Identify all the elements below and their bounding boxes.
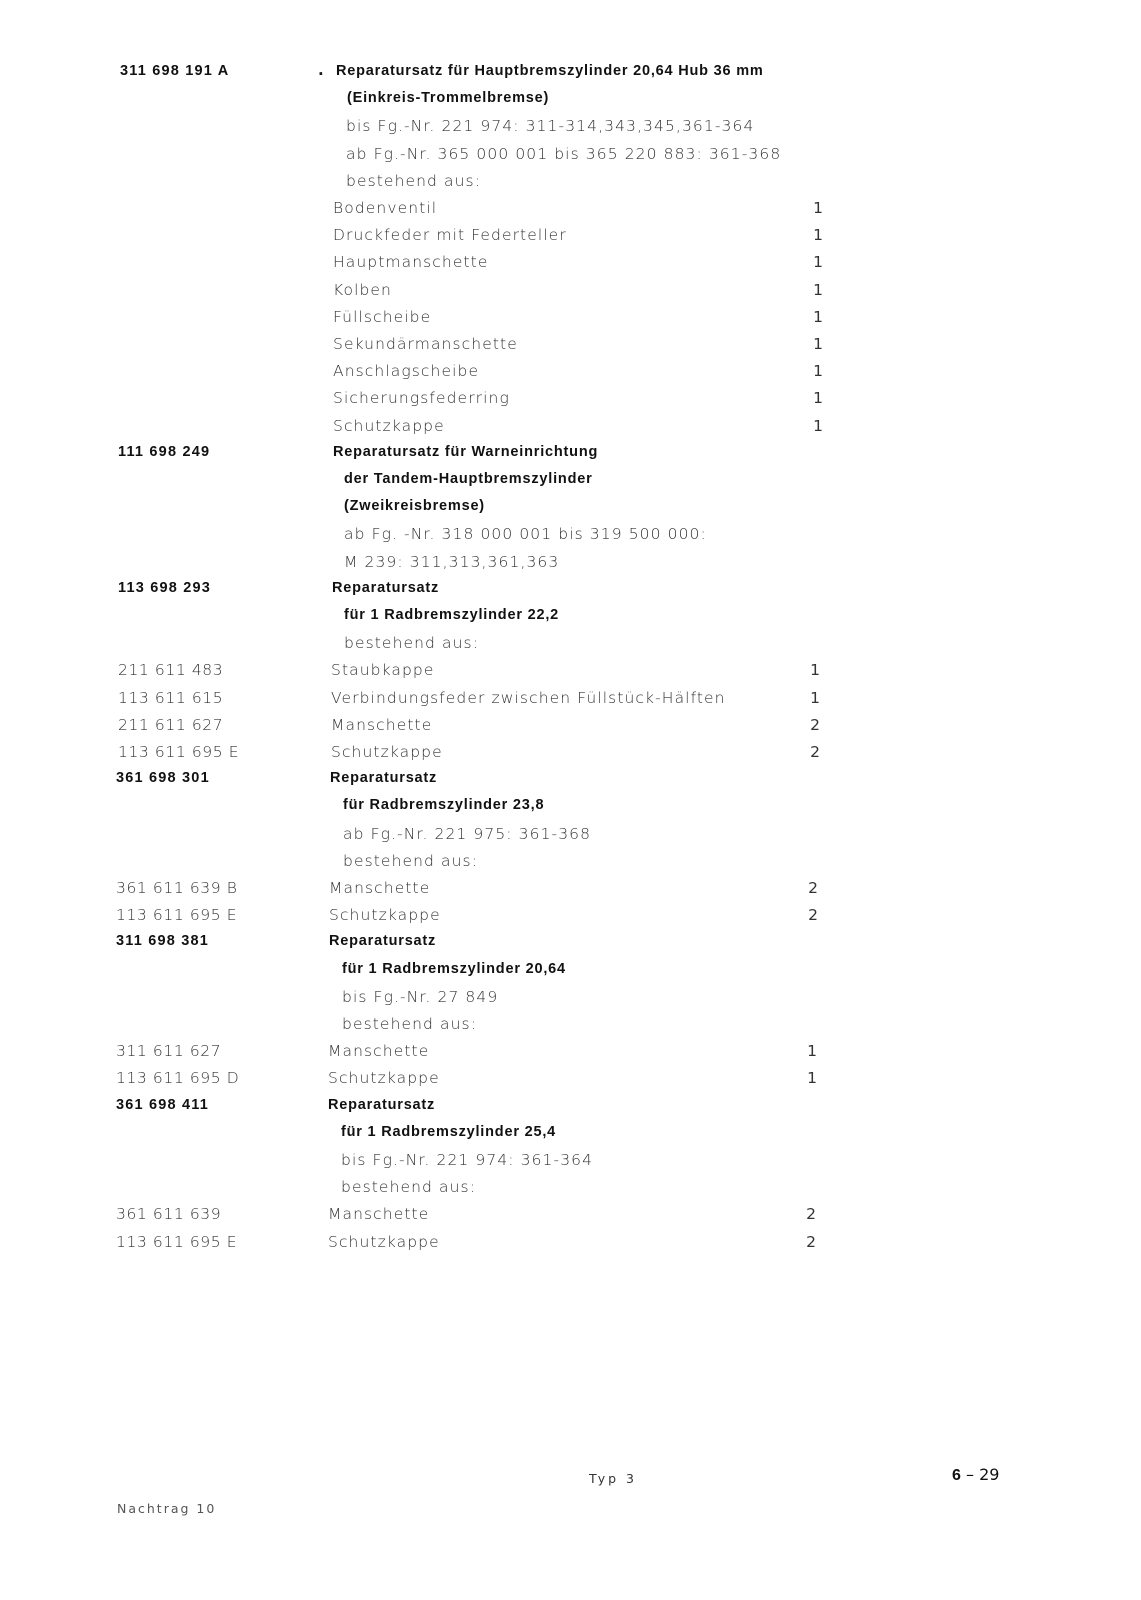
quantity: 1 (810, 688, 820, 707)
kit-part-number: 113 698 293 (118, 579, 212, 596)
part-number: 113 611 695 E (118, 743, 240, 761)
parts-list-row (0, 335, 1141, 362)
part-description: bis Fg.-Nr. 221 974: 361-364 (341, 1151, 594, 1169)
footer-supplement: Nachtrag 10 (117, 1501, 217, 1516)
part-description: ab Fg. -Nr. 318 000 001 bis 319 500 000: (344, 525, 707, 544)
quantity: 2 (810, 743, 820, 761)
kit-heading: der Tandem-Hauptbremszylinder (344, 471, 593, 487)
parts-list-row (0, 879, 1141, 906)
part-description: ab Fg.-Nr. 221 975: 361-368 (343, 824, 592, 843)
page-number: 29 (979, 1465, 1000, 1484)
part-description: Bodenventil (333, 199, 438, 217)
part-number: 113 611 695 E (116, 906, 238, 925)
kit-part-number: 361 698 411 (116, 1096, 210, 1113)
kit-heading: für 1 Radbremszylinder 22,2 (344, 607, 560, 623)
part-description: bis Fg.-Nr. 27 849 (342, 987, 499, 1006)
part-description: Staubkappe (331, 661, 435, 680)
kit-part-number: 311 698 191 A (120, 63, 230, 79)
parts-list-row (0, 634, 1141, 661)
part-description: Verbindungsfeder zwischen Füllstück-Hälften (331, 688, 726, 707)
part-description: Schutzkappe (328, 1069, 440, 1088)
parts-list-row (0, 933, 1141, 960)
parts-list-row (0, 498, 1141, 525)
quantity: 2 (808, 906, 818, 925)
part-description: Manschette (328, 1205, 430, 1224)
kit-heading: Reparatursatz (330, 770, 438, 787)
part-description: Schutzkappe (328, 1232, 440, 1251)
part-description: bis Fg.-Nr. 221 974: 311-314,343,345,361-364 (346, 117, 755, 136)
parts-list-row (0, 580, 1141, 607)
part-description: Manschette (329, 879, 431, 897)
parts-list-row (0, 689, 1141, 716)
kit-part-number: 311 698 381 (116, 933, 210, 950)
part-description: Manschette (331, 715, 433, 734)
kit-heading: Reparatursatz für Hauptbremszylinder 20,64 Hub 36 mm (336, 63, 764, 79)
page-separator: – (966, 1465, 974, 1484)
kit-part-number: 361 698 301 (116, 770, 210, 787)
parts-list-row (0, 770, 1141, 797)
quantity: 2 (806, 1205, 816, 1224)
quantity: 1 (813, 253, 823, 272)
parts-list-row (0, 525, 1141, 552)
page-section: 6 (952, 1467, 961, 1484)
footer-page-number (952, 1465, 999, 1485)
parts-list-row (0, 743, 1141, 770)
parts-list-row (0, 444, 1141, 471)
parts-list-row (0, 797, 1141, 824)
part-number: 361 611 639 B (116, 879, 238, 897)
parts-list-row (0, 1042, 1141, 1069)
quantity: 1 (813, 389, 823, 408)
part-description: bestehend aus: (343, 851, 479, 870)
quantity: 2 (808, 879, 818, 897)
part-description: Schutzkappe (333, 416, 445, 435)
part-description: bestehend aus: (346, 171, 482, 190)
parts-list-row (0, 417, 1141, 444)
parts-list-row (0, 906, 1141, 933)
parts-list-row (0, 1069, 1141, 1096)
parts-list-row (0, 1124, 1141, 1151)
quantity: 1 (813, 226, 823, 245)
parts-list-row (0, 988, 1141, 1015)
parts-list-row (0, 308, 1141, 335)
part-number: 211 611 483 (118, 661, 224, 680)
kit-heading: Reparatursatz (328, 1096, 436, 1113)
quantity: 1 (813, 362, 823, 381)
part-description: Schutzkappe (329, 906, 441, 925)
parts-list-row (0, 1205, 1141, 1232)
part-description: bestehend aus: (341, 1178, 477, 1197)
parts-list-row (0, 1015, 1141, 1042)
parts-list-row (0, 63, 1141, 90)
quantity: 1 (813, 416, 823, 435)
quantity: 1 (813, 199, 823, 217)
quantity: 1 (810, 661, 820, 680)
parts-list-row (0, 90, 1141, 117)
parts-list-row (0, 362, 1141, 389)
parts-list-row (0, 852, 1141, 879)
kit-heading: Reparatursatz für Warneinrichtung (333, 443, 599, 460)
quantity: 2 (810, 715, 820, 734)
quantity: 1 (813, 307, 823, 326)
kit-heading: für 1 Radbremszylinder 25,4 (341, 1123, 557, 1140)
part-description: Sekundärmanschette (333, 335, 518, 353)
parts-list-row (0, 825, 1141, 852)
quantity: 1 (813, 335, 823, 353)
quantity: 1 (813, 280, 823, 299)
part-number: 113 611 695 D (116, 1069, 240, 1088)
parts-list-row (0, 553, 1141, 580)
part-description: ab Fg.-Nr. 365 000 001 bis 365 220 883: 361-368 (346, 144, 782, 163)
part-description: Anschlagscheibe (333, 362, 480, 381)
part-description: Kolben (333, 280, 392, 299)
part-description: Druckfeder mit Federteller (333, 226, 567, 245)
kit-heading: für Radbremszylinder 23,8 (343, 797, 545, 814)
part-number: 113 611 695 E (116, 1232, 238, 1251)
parts-list-row (0, 226, 1141, 253)
kit-heading: Reparatursatz (329, 933, 437, 950)
parts-list-row (0, 961, 1141, 988)
quantity: 1 (807, 1069, 817, 1088)
parts-list-row (0, 1178, 1141, 1205)
parts-list-row (0, 1233, 1141, 1260)
kit-heading: (Einkreis-Trommelbremse) (347, 90, 550, 107)
quantity: 1 (807, 1042, 817, 1061)
part-description: bestehend aus: (344, 634, 480, 653)
parts-list-row (0, 1097, 1141, 1124)
kit-part-number: 111 698 249 (118, 443, 211, 460)
part-description: Schutzkappe (331, 743, 443, 761)
part-description: M 239: 311,313,361,363 (344, 552, 560, 571)
parts-list-row (0, 172, 1141, 199)
part-description: Hauptmanschette (333, 253, 489, 272)
part-description: bestehend aus: (342, 1015, 478, 1033)
parts-list-row (0, 471, 1141, 498)
parts-list-row (0, 145, 1141, 172)
parts-list-row (0, 661, 1141, 688)
parts-list-row (0, 253, 1141, 280)
part-description: Füllscheibe (333, 307, 432, 326)
part-number: 361 611 639 (116, 1205, 222, 1224)
footer-vehicle-type: Typ 3 (589, 1471, 637, 1486)
parts-list-row (0, 389, 1141, 416)
parts-list-row (0, 1151, 1141, 1178)
part-number: 311 611 627 (116, 1042, 222, 1061)
parts-list-row (0, 281, 1141, 308)
leading-dot: . (318, 61, 324, 79)
kit-heading: für 1 Radbremszylinder 20,64 (342, 960, 566, 977)
kit-heading: Reparatursatz (332, 579, 440, 596)
part-description: Sicherungsfederring (333, 389, 510, 408)
part-description: Manschette (328, 1042, 430, 1061)
part-number: 113 611 615 (118, 688, 224, 707)
parts-list-row (0, 199, 1141, 226)
quantity: 2 (806, 1232, 816, 1251)
part-number: 211 611 627 (118, 715, 224, 734)
kit-heading: (Zweikreisbremse) (344, 498, 485, 515)
parts-list-row (0, 607, 1141, 634)
parts-list-row (0, 117, 1141, 144)
parts-list-row (0, 716, 1141, 743)
